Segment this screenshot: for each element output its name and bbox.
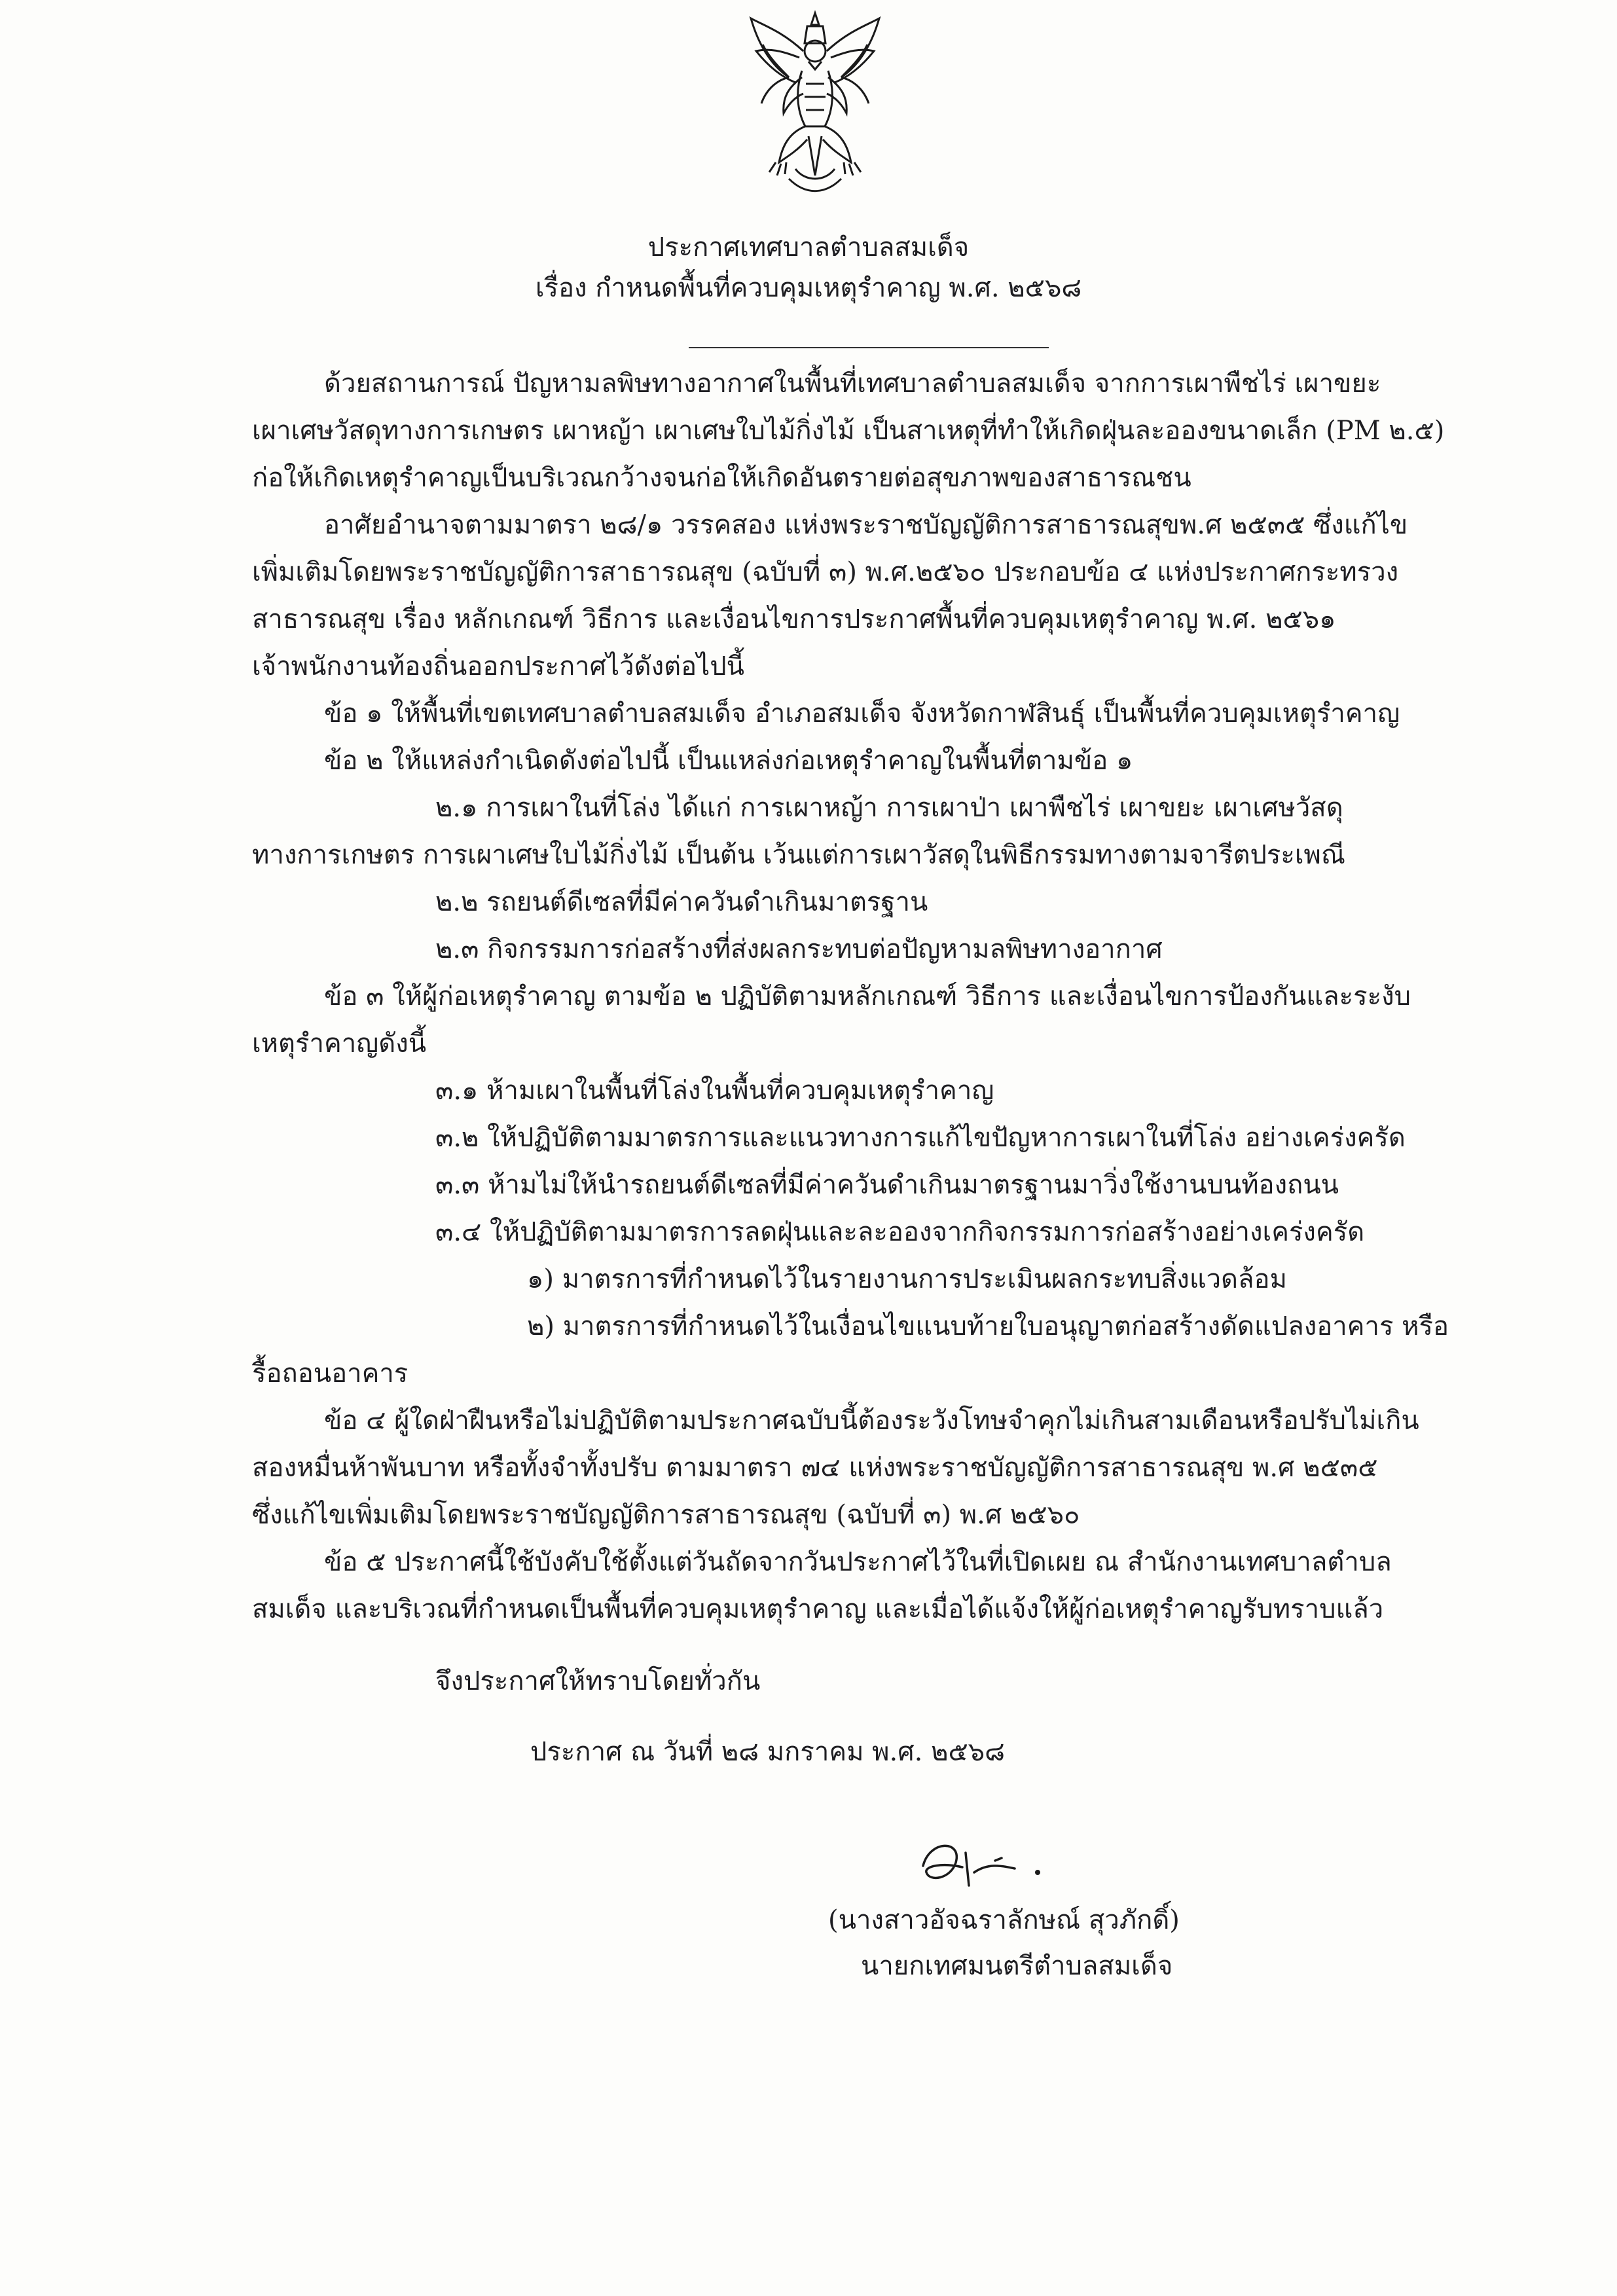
paragraph-1-line-3: ก่อให้เกิดเหตุรำคาญเป็นบริเวณกว้างจนก่อให้เกิดอันตรายต่อสุขภาพของสาธารณชน <box>252 463 1191 493</box>
paragraph-2-line-2: เพิ่มเติมโดยพระราชบัญญัติการสาธารณสุข (ฉบับที่ ๓) พ.ศ.๒๕๖๐ ประกอบข้อ ๔ แห่งประกาศกระทรวง <box>252 557 1399 587</box>
clause-3-4-item-2-line-1: ๒) มาตรการที่กำหนดไว้ในเงื่อนไขแนบท้ายใบอนุญาตก่อสร้างดัดแปลงอาคาร หรือ <box>527 1311 1449 1341</box>
clause-4-line-2: สองหมื่นห้าพันบาท หรือทั้งจำทั้งปรับ ตามมาตรา ๗๔ แห่งพระราชบัญญัติการสาธารณสุข พ.ศ ๒๕๓๕ <box>252 1453 1378 1483</box>
clause-3-4: ๓.๔ ให้ปฏิบัติตามมาตรการลดฝุ่นและละอองจากกิจกรรมการก่อสร้างอย่างเคร่งครัด <box>435 1217 1365 1247</box>
paragraph-1-line-2: เผาเศษวัสดุทางการเกษตร เผาหญ้า เผาเศษใบไม้กิ่งไม้ เป็นสาเหตุที่ทำให้เกิดฝุ่นละอองขนาดเล็ก (PM ๒.๕) <box>252 416 1445 446</box>
paragraph-2-line-1: อาศัยอำนาจตามมาตรา ๒๘/๑ วรรคสอง แห่งพระราชบัญญัติการสาธารณสุขพ.ศ ๒๕๓๕ ซึ่งแก้ไข <box>324 510 1408 540</box>
clause-3-3: ๓.๓ ห้ามไม่ให้นำรถยนต์ดีเซลที่มีค่าควันดำเกินมาตรฐานมาวิ่งใช้งานบนท้องถนน <box>435 1170 1339 1200</box>
clause-3-4-item-2-line-2: รื้อถอนอาคาร <box>252 1358 409 1389</box>
paragraph-2-line-3: สาธารณสุข เรื่อง หลักเกณฑ์ วิธีการ และเงื่อนไขการประกาศพื้นที่ควบคุมเหตุรำคาญ พ.ศ. ๒๕๖๑ <box>252 604 1336 634</box>
signature-icon <box>903 1827 1139 1899</box>
clause-2-1-line-2: ทางการเกษตร การเผาเศษใบไม้กิ่งไม้ เป็นต้น เว้นแต่การเผาวัสดุในพิธีกรรมทางตามจารีตประเพณี <box>252 840 1345 870</box>
signatory-position: นายกเทศมนตรีตำบลสมเด็จ <box>861 1951 1173 1981</box>
clause-3-line-1: ข้อ ๓ ให้ผู้ก่อเหตุรำคาญ ตามข้อ ๒ ปฏิบัติตามหลักเกณฑ์ วิธีการ และเงื่อนไขการป้องกันและระงับ <box>324 981 1411 1011</box>
clause-3-2: ๓.๒ ให้ปฏิบัติตามมาตรการและแนวทางการแก้ไขปัญหาการเผาในที่โล่ง อย่างเคร่งครัด <box>435 1123 1406 1153</box>
garuda-emblem-icon <box>743 5 887 202</box>
clause-2-2: ๒.๒ รถยนต์ดีเซลที่มีค่าควันดำเกินมาตรฐาน <box>435 887 928 917</box>
clause-3-1: ๓.๑ ห้ามเผาในพื้นที่โล่งในพื้นที่ควบคุมเหตุรำคาญ <box>435 1076 994 1106</box>
paragraph-2-line-4: เจ้าพนักงานท้องถิ่นออกประกาศไว้ดังต่อไปนี้ <box>252 651 744 682</box>
announcement-date: ประกาศ ณ วันที่ ๒๘ มกราคม พ.ศ. ๒๕๖๘ <box>530 1737 1005 1767</box>
clause-5-line-2: สมเด็จ และบริเวณที่กำหนดเป็นพื้นที่ควบคุมเหตุรำคาญ และเมื่อได้แจ้งให้ผู้ก่อเหตุรำคาญรับทราบแล้ว <box>252 1594 1384 1624</box>
clause-4-line-3: ซึ่งแก้ไขเพิ่มเติมโดยพระราชบัญญัติการสาธารณสุข (ฉบับที่ ๓) พ.ศ ๒๕๖๐ <box>252 1500 1080 1530</box>
clause-2: ข้อ ๒ ให้แหล่งกำเนิดดังต่อไปนี้ เป็นแหล่งก่อเหตุรำคาญในพื้นที่ตามข้อ ๑ <box>324 746 1133 776</box>
announcement-subject: เรื่อง กำหนดพื้นที่ควบคุมเหตุรำคาญ พ.ศ. ๒๕๖๘ <box>535 273 1082 303</box>
clause-1: ข้อ ๑ ให้พื้นที่เขตเทศบาลตำบลสมเด็จ อำเภอสมเด็จ จังหวัดกาฬสินธุ์ เป็นพื้นที่ควบคุมเหตุรำคาญ <box>324 699 1400 729</box>
signatory-name: (นางสาวอัจฉราลักษณ์ สุวภักดิ์) <box>828 1905 1180 1935</box>
clause-2-1-line-1: ๒.๑ การเผาในที่โล่ง ได้แก่ การเผาหญ้า การเผาป่า เผาพืชไร่ เผาขยะ เผาเศษวัสดุ <box>435 793 1343 823</box>
clause-4-line-1: ข้อ ๔ ผู้ใดฝ่าฝืนหรือไม่ปฏิบัติตามประกาศฉบับนี้ต้องระวังโทษจำคุกไม่เกินสามเดือนหรือปรับไม่เกิน <box>324 1406 1419 1436</box>
closing-statement: จึงประกาศให้ทราบโดยทั่วกัน <box>435 1666 761 1696</box>
paragraph-1-line-1: ด้วยสถานการณ์ ปัญหามลพิษทางอากาศในพื้นที่เทศบาลตำบลสมเด็จ จากการเผาพืชไร่ เผาขยะ <box>324 369 1381 399</box>
title-divider <box>689 347 1049 348</box>
clause-3-line-2: เหตุรำคาญดังนี้ <box>252 1029 427 1059</box>
clause-2-3: ๒.๓ กิจกรรมการก่อสร้างที่ส่งผลกระทบต่อปัญหามลพิษทางอากาศ <box>435 934 1163 964</box>
announcement-title: ประกาศเทศบาลตำบลสมเด็จ <box>647 232 970 263</box>
clause-3-4-item-1: ๑) มาตรการที่กำหนดไว้ในรายงานการประเมินผลกระทบสิ่งแวดล้อม <box>527 1264 1287 1294</box>
clause-5-line-1: ข้อ ๕ ประกาศนี้ใช้บังคับใช้ตั้งแต่วันถัดจากวันประกาศไว้ในที่เปิดเผย ณ สำนักงานเทศบาลตำบล <box>324 1547 1392 1577</box>
